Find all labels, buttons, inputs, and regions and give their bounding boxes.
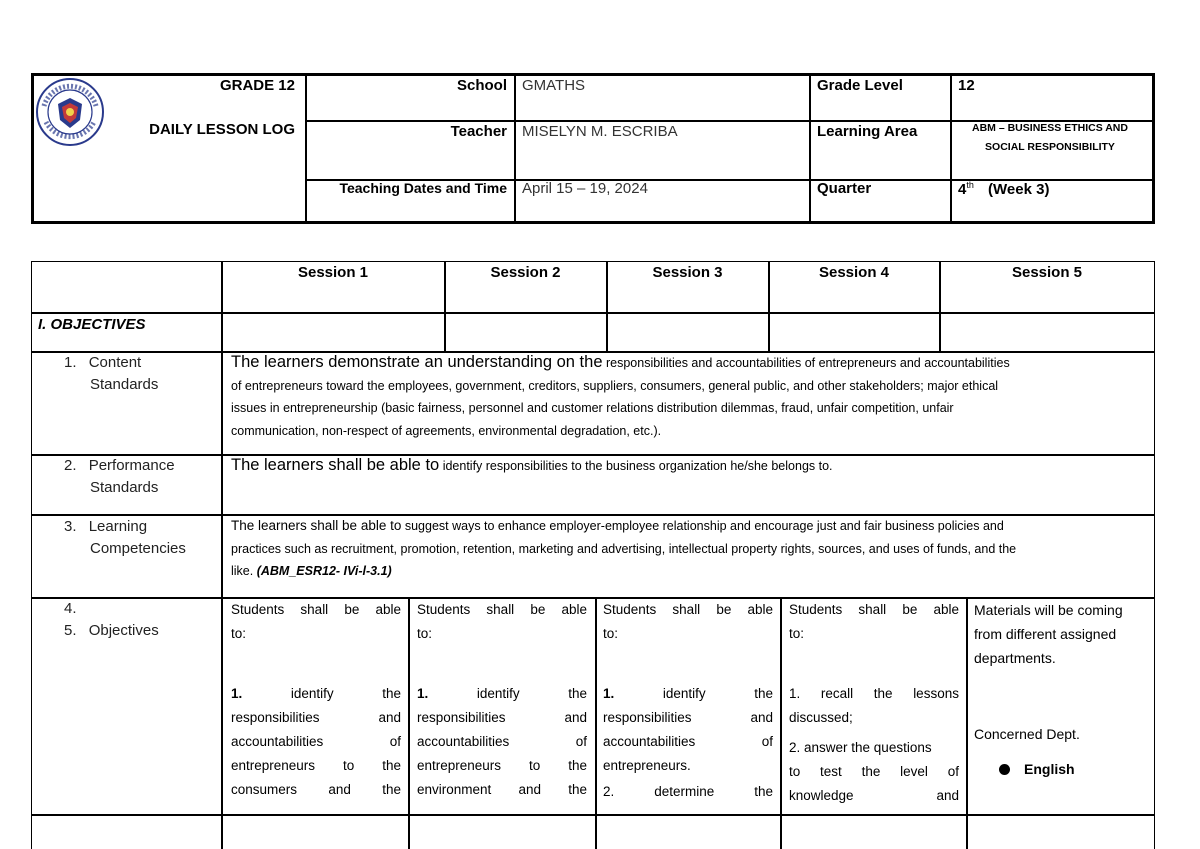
competencies-lead: The learners shall be able to <box>231 518 402 533</box>
row-label-line1: Performance <box>88 457 175 474</box>
session-1-objectives: Students shall be able to: 1. identify the responsibilities and accountabilities of entrepreneurs to the consumers and the <box>231 602 401 797</box>
competency-code: (ABM_ESR12- IVi-l-3.1) <box>256 564 392 578</box>
school-label: School <box>456 77 507 94</box>
row-number-4: 4. <box>64 600 77 617</box>
performance-standards-text <box>231 454 1149 478</box>
dates-label: Teaching Dates and Time <box>339 180 507 196</box>
log-title: DAILY LESSON LOG <box>149 121 295 138</box>
content-line3: issues in entrepreneurship (basic fairness, personnel and customer relations distribution dilemmas, fraud, unfair competition, unfair <box>231 401 954 415</box>
content-line4: communication, non-respect of agreements, environmental degradation, etc.). <box>231 423 662 438</box>
learning-area-value-line1: ABM – BUSINESS ETHICS AND <box>972 122 1128 134</box>
competencies-line3: like. <box>231 564 257 578</box>
session-5-objectives: Materials will be coming from different assigned departments. Concerned Dept. English <box>974 598 1152 781</box>
session-2-objectives: Students shall be able to: 1. identify the responsibilities and accountabilities of entrepreneurs to the environment and the <box>417 602 587 797</box>
row-number: 2. <box>64 457 77 474</box>
quarter-week: (Week 3) <box>988 181 1050 198</box>
content-line2: of entrepreneurs toward the employees, government, creditors, suppliers, consumers, general public, and other stakeholders; major ethical <box>231 378 999 393</box>
deped-seal-icon <box>34 76 106 148</box>
quarter-value <box>958 180 1049 198</box>
grade-heading: GRADE 12 <box>219 77 295 94</box>
objectives-row-label <box>64 598 159 642</box>
row-label-line2: Standards <box>90 479 159 496</box>
row-number: 3. <box>64 518 77 535</box>
row-label: Objectives <box>88 622 159 639</box>
teacher-value: MISELYN M. ESCRIBA <box>522 123 678 140</box>
grade-level-label: Grade Level <box>817 77 903 94</box>
learning-competencies-text <box>231 515 1149 583</box>
learning-area-value-line2: SOCIAL RESPONSIBILITY <box>985 141 1115 153</box>
session-3-objectives: Students shall be able to: 1. identify the responsibilities and accountabilities of entrepreneurs. 2. determine the <box>603 602 773 799</box>
grade-level-value: 12 <box>958 77 975 94</box>
row-number: 1. <box>64 354 77 371</box>
session-2-header: Session 2 <box>490 264 561 281</box>
performance-rest: identify responsibilities to the business organization he/she belongs to. <box>439 459 833 473</box>
learning-competencies-label <box>64 516 186 560</box>
bullet-english: English <box>1024 761 1075 777</box>
quarter-number: 4 <box>958 181 967 198</box>
row-label-line1: Learning <box>88 518 148 535</box>
session-4-objectives: Students shall be able to: 1. recall the lessons discussed; 2. answer the questions to test the level of knowledge and <box>789 602 959 803</box>
performance-lead: The learners shall be able to <box>231 456 440 474</box>
row-number-5: 5. <box>64 622 77 639</box>
content-standards-label <box>64 352 158 396</box>
competencies-line2: practices such as recruitment, promotion, retention, marketing and advertising, intellectual property rights, sources, and uses of funds, and the <box>231 541 1017 556</box>
content-line1: responsibilities and accountabilities of entrepreneurs and accountabilities <box>602 356 1010 370</box>
learning-area-label: Learning Area <box>817 123 918 140</box>
quarter-suffix: th <box>966 180 974 190</box>
row-label-line2: Competencies <box>90 540 186 557</box>
session-4-header: Session 4 <box>818 264 890 281</box>
competencies-line1: suggest ways to enhance employer-employee relationship and encourage just and fair business policies and <box>401 519 1004 533</box>
quarter-label: Quarter <box>817 180 872 197</box>
school-value: GMATHS <box>522 77 586 94</box>
row-label-line2: Standards <box>90 376 159 393</box>
teacher-label: Teacher <box>450 123 507 140</box>
content-standards-text <box>231 351 1149 442</box>
performance-standards-label <box>64 455 175 499</box>
content-lead: The learners demonstrate an understanding on the <box>231 353 603 371</box>
session-3-header: Session 3 <box>652 264 723 281</box>
dates-value: April 15 – 19, 2024 <box>522 180 648 197</box>
session-1-header: Session 1 <box>297 264 369 281</box>
bullet-icon <box>999 764 1010 775</box>
row-label-line1: Content <box>88 354 142 371</box>
objectives-heading: I. OBJECTIVES <box>38 316 146 333</box>
session-5-header: Session 5 <box>1011 264 1083 281</box>
